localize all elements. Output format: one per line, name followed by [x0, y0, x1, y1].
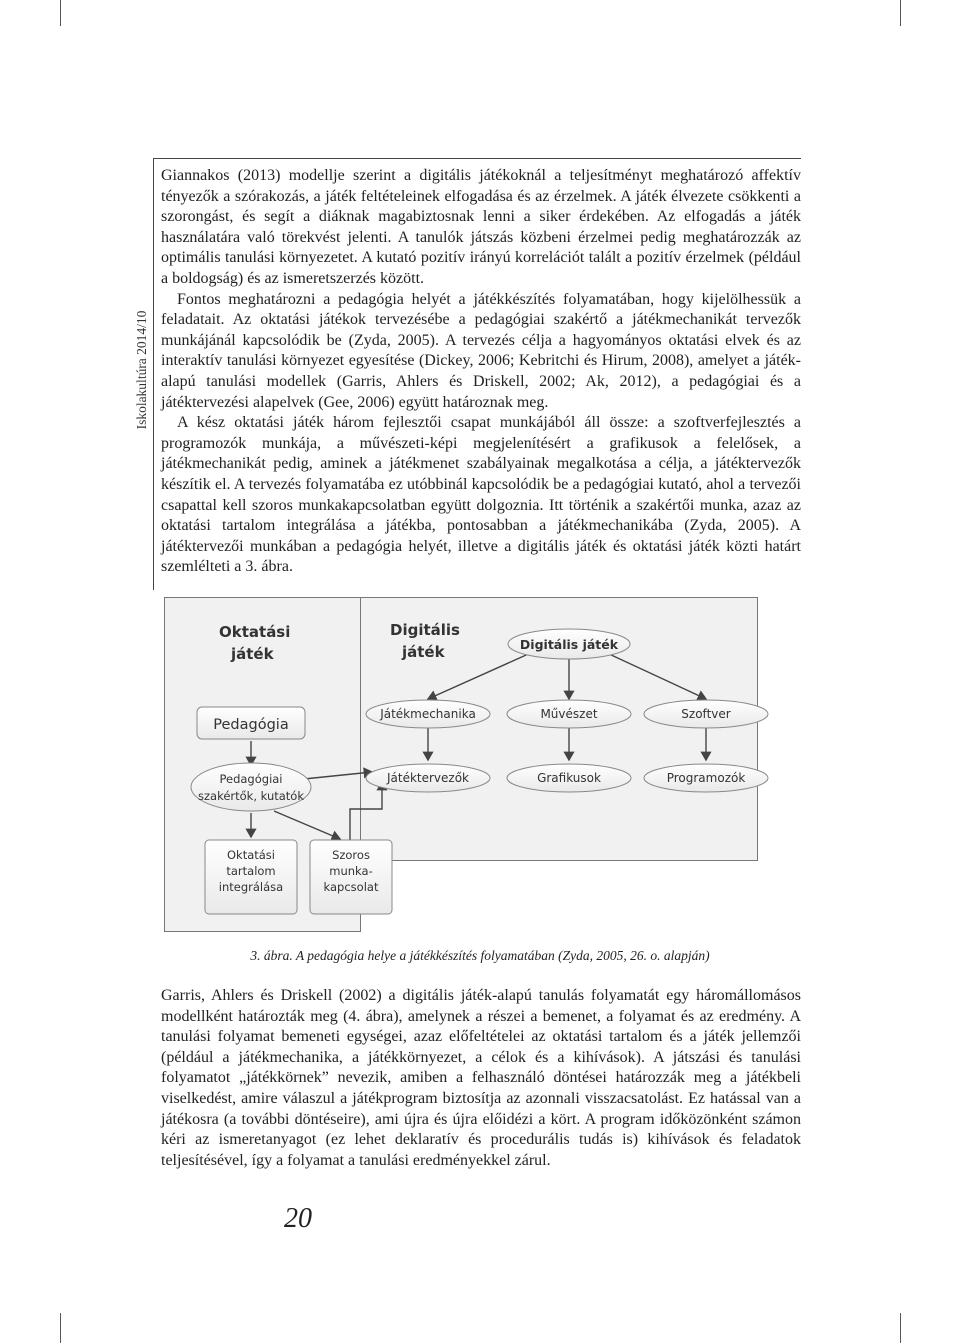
experts-label-1: Pedagógiai — [219, 772, 283, 786]
node-label: Művészet — [540, 707, 598, 721]
content-label-3: integrálása — [218, 880, 284, 894]
header-rule — [153, 158, 801, 159]
content-label-1: Oktatási — [226, 848, 276, 862]
paragraph: Garris, Ahlers és Driskell (2002) a digitális játék-alapú tanulás folyamatát egy háromállomásos modellként határozták meg (4. ábra), amelynek a részei a bemenet, a folyamat és az eredmény. A tanulási folyamat bemeneti egységei, azaz előfeltételei az oktatási tartalom és a játék jellemzői (például a játékmechanika, a játékkörnyezet, a célok és a kihívások). A játszási és tanulási folyamatot „játékkörnek” nevezik, amiben a felhasználó döntései határozzák meg a játékbeli viselkedést, amire válaszul a játékprogram biztosítja az azonnali visszacsatolást. Ez hatással van a játékosra (a további döntéseire), ami újra és újra előidézi a kört. A program időközönként számon kéri az ismeretanyagot (ez lehet deklaratív és procedurális tudás is) kihívások és feladatok teljesítésével, így a folyamat a tanulási eredményekkel zárul. — [161, 987, 801, 1169]
node-label: Grafikusok — [537, 771, 601, 785]
paragraph: A kész oktatási játék három fejlesztői csapat munkájából áll össze: a szoftverfejlesztés a programozók munkája, a művészeti-képi megjelenítésért a grafikusok a felelősek, a játékmechanikát pedig, aminek a játékmenet szabályainak megalkotása a célja, a játéktervezők készítik el. A tervezés folyamatába ez utóbbinál kapcsolódik be a pedagógiai kutató, ahol a tervezői csapattal kell szoros munkakapcsolatban együtt dolgoznia. Itt történik a szakértői munka, azaz az oktatási tartalom integrálása a játékba, pontosabban a játékmechanikába (Zyda, 2005). A játéktervezői munkában a pedagógia helyét, illetve a digitális játék és oktatási játék közti határt szemlélteti a 3. ábra. — [161, 414, 801, 576]
heading-right-2: játék — [402, 643, 445, 661]
page-number: 20 — [284, 1203, 312, 1234]
experts-label-2: szakértők, kutatók — [198, 789, 304, 803]
crop-mark — [60, 0, 61, 26]
heading-right-1: Digitális — [390, 621, 460, 639]
diagram — [164, 597, 798, 932]
paragraph: Giannakos (2013) modellje szerint a digitális játékoknál a teljesítményt meghatározó affektív tényezők a szórakozás, a játék feltételeinek elfogadása és az érzelmek. A játék élvezete csökkenti a szorongást, és segít a diáknak magabiztosnak lenni a siker érdekében. Az elfogadás a játék használatára való törekvést jelenti. A tanulók játszás közbeni érzelmei pedig meghatározzák az optimális tanulási környezetet. A kutató pozitív irányú korrelációt talált a pozitív érzelmek (például a boldogság) és az ismeretszerzés között. — [161, 167, 801, 287]
running-head — [128, 160, 156, 580]
crop-mark — [60, 1313, 61, 1343]
body-text-bottom — [161, 986, 801, 1171]
crop-mark — [900, 0, 901, 26]
crop-mark — [900, 1313, 901, 1343]
heading-left-1: Oktatási — [219, 623, 291, 641]
body-text-top — [161, 166, 801, 578]
node-label: Játéktervezők — [386, 771, 470, 785]
collab-label-2: munka- — [329, 864, 373, 878]
heading-left-2: játék — [231, 645, 274, 663]
margin-rule — [153, 158, 154, 590]
paragraph: Fontos meghatározni a pedagógia helyét a játékkészítés folyamatában, hogy kijelölhessük a feladatait. Az oktatási játékok tervezésébe a pedagógiai szakértő a játékmechanikát tervezők munkájánál kapcsolódik be (Zyda, 2005). A tervezés célja a hagyományos oktatási elvek és az interaktív tanulási környezet egyesítése (Dickey, 2006; Kebritchi és Hirum, 2008), amelyet a játék-alapú tanulási modellek (Garris, Ahlers és Driskell, 2002; Ak, 2012), a pedagógiai és a játéktervezési alapelvek (Gee, 2006) együtt határoznak meg. — [161, 290, 801, 411]
node-label: Programozók — [666, 771, 746, 785]
pedagogy-label: Pedagógia — [213, 717, 289, 733]
experts-node — [191, 763, 311, 811]
figure-caption: 3. ábra. A pedagógia helye a játékkészítés folyamatában (Zyda, 2005, 26. o. alapján) — [250, 948, 710, 963]
root-label: Digitális játék — [519, 637, 619, 652]
figure-3 — [164, 597, 798, 932]
collab-label-1: Szoros — [332, 848, 370, 862]
node-label: Játékmechanika — [380, 707, 476, 721]
content-label-2: tartalom — [226, 864, 276, 878]
node-label: Szoftver — [681, 707, 731, 721]
running-head-text: Iskolakultúra 2014/10 — [134, 310, 149, 430]
collab-label-3: kapcsolat — [323, 880, 379, 894]
